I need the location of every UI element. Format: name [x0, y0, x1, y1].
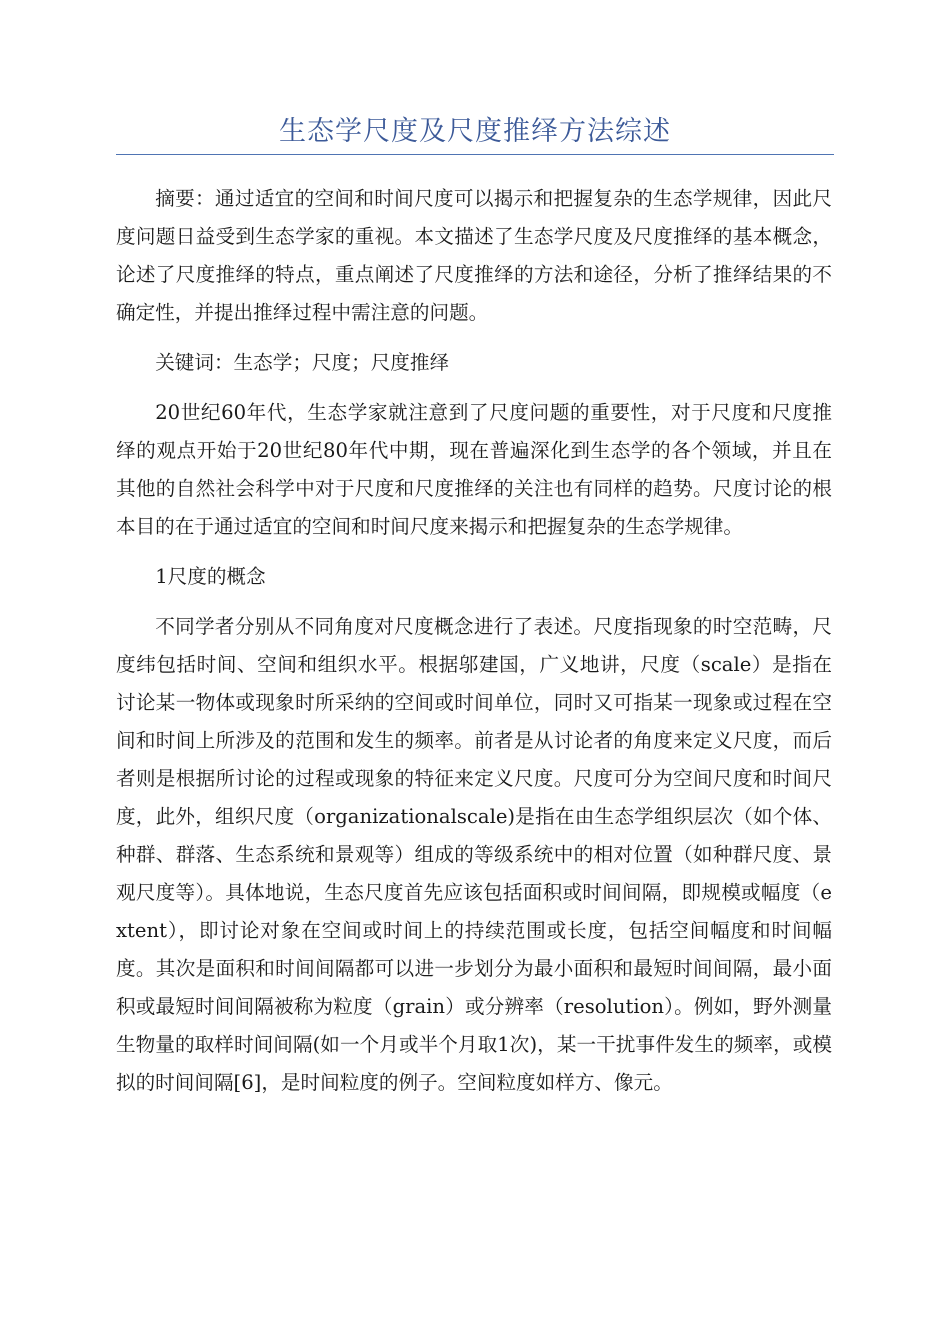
- title-underline: [116, 154, 834, 155]
- section-heading: 1尺度的概念: [155, 565, 266, 588]
- intro-paragraph: 20世纪60年代，生态学家就注意到了尺度问题的重要性，对于尺度和尺度推绎的观点开始于20世纪80年代中期，现在普遍深化到生态学的各个领域，并且在其他的自然社会科学中对于尺度和尺度推绎的关注也有同样的趋势。尺度讨论的根本目的在于通过适宜的空间和时间尺度来揭示和把握复杂的生态学规律。: [116, 401, 832, 538]
- concept-paragraph: 不同学者分别从不同角度对尺度概念进行了表述。尺度指现象的时空范畴，尺度纬包括时间、空间和组织水平。根据邬建国，广义地讲，尺度（scale）是指在讨论某一物体或现象时所采纳的空间或时间单位，同时又可指某一现象或过程在空间和时间上所涉及的范围和发生的频率。前者是从讨论者的角度来定义尺度，而后者则是根据所讨论的过程或现象的特征来定义尺度。尺度可分为空间尺度和时间尺度，此外，组织尺度（organizationalscale)是指在由生态学组织层次（如个体、种群、群落、生态系统和景观等）组成的等级系统中的相对位置（如种群尺度、景观尺度等）。具体地说，生态尺度首先应该包括面积或时间间隔，即规模或幅度（extent），即讨论对象在空间或时间上的持续范围或长度，包括空间幅度和时间幅度。其次是面积和时间间隔都可以进一步划分为最小面积和最短时间间隔，最小面积或最短时间间隔被称为粒度（grain）或分辨率（resolution）。例如，野外测量生物量的取样时间间隔(如一个月或半个月取1次)，某一干扰事件发生的频率，或模拟的时间间隔[6]，是时间粒度的例子。空间粒度如样方、像元。: [116, 615, 832, 1094]
- keywords-paragraph: 关键词：生态学；尺度；尺度推绎: [155, 351, 450, 374]
- abstract-paragraph: 摘要：通过适宜的空间和时间尺度可以揭示和把握复杂的生态学规律，因此尺度问题日益受到生态学家的重视。本文描述了生态学尺度及尺度推绎的基本概念，论述了尺度推绎的特点，重点阐述了尺度推绎的方法和途径，分析了推绎结果的不确定性，并提出推绎过程中需注意的问题。: [116, 187, 832, 324]
- document-title: 生态学尺度及尺度推绎方法综述: [279, 116, 671, 147]
- document-body: [116, 180, 832, 1114]
